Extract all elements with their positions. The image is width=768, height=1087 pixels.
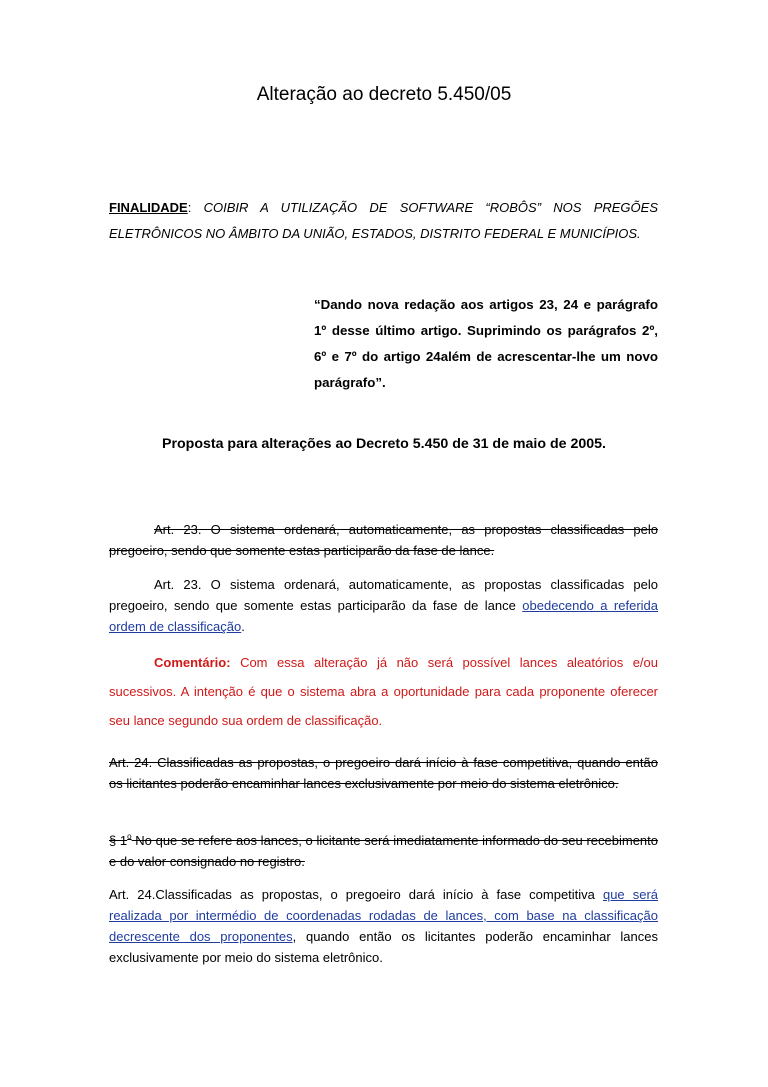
par1-sup: o [127,832,132,841]
comment-paragraph [109,648,658,735]
finalidade-colon: : [187,200,192,215]
art24-old-paragraph: Art. 24. Classificadas as propostas, o pregoeiro dará início à fase competitiva, quando então os licitantes poderão encaminhar lances exclusivamente por meio do sistema eletrônico. [109,755,658,791]
art23-old-paragraph: Art. 23. O sistema ordenará, automaticamente, as propostas classificadas pelo pregoeiro, sendo que somente estas participarão da fase de lance. [109,522,658,558]
art24-new-end: , quando então os licitantes poderão encaminhar lances exclusivamente por meio do sistema eletrônico. [109,929,658,965]
finalidade-label: FINALIDADE [109,200,188,215]
par1-text: No que se refere aos lances, o licitante será imediatamente informado do seu recebimento e do valor consignado no registro. [109,833,658,869]
quote-block: “Dando nova redação aos artigos 23, 24 e parágrafo 1º desse último artigo. Suprimindo os parágrafos 2º, 6º e 7º do artigo 24além de acrescentar-lhe um novo parágrafo”. [314,297,658,390]
finalidade-text: COIBIR A UTILIZAÇÃO DE SOFTWARE “ROBÔS” NOS PREGÕES ELETRÔNICOS NO ÂMBITO DA UNIÃO, ESTADOS, DISTRITO FEDERAL E MUNICÍPIOS. [109,200,658,241]
art23-new-link[interactable]: obedecendo a referida ordem de classificação [109,598,658,634]
art23-new-paragraph [109,574,658,637]
finalidade-paragraph [109,195,658,247]
art23-new-text: Art. 23. O sistema ordenará, automaticamente, as propostas classificadas pelo pregoeiro, sendo que somente estas participarão da fase de lance [109,577,658,613]
art23-new-end: . [241,619,245,634]
art24-new-link[interactable]: que será realizada por intermédio de coordenadas rodadas de lances, com base na classificação decrescente dos proponentes [109,887,658,944]
document-title: Alteração ao decreto 5.450/05 [256,84,512,105]
art24-new-text: Art. 24.Classificadas as propostas, o pregoeiro dará início à fase competitiva [109,887,603,902]
comment-text: Com essa alteração já não será possível lances aleatórios e/ou sucessivos. A intenção é que o sistema abra a oportunidade para cada proponente oferecer seu lance segundo sua ordem de classificação. [109,655,658,728]
proposal-heading: Proposta para alterações ao Decreto 5.450 de 31 de maio de 2005. [162,436,606,452]
paragraph1-old [109,826,658,872]
comment-label: Comentário: [154,655,231,670]
par1-prefix: § 1 [109,833,128,848]
art24-new-paragraph [109,884,658,968]
